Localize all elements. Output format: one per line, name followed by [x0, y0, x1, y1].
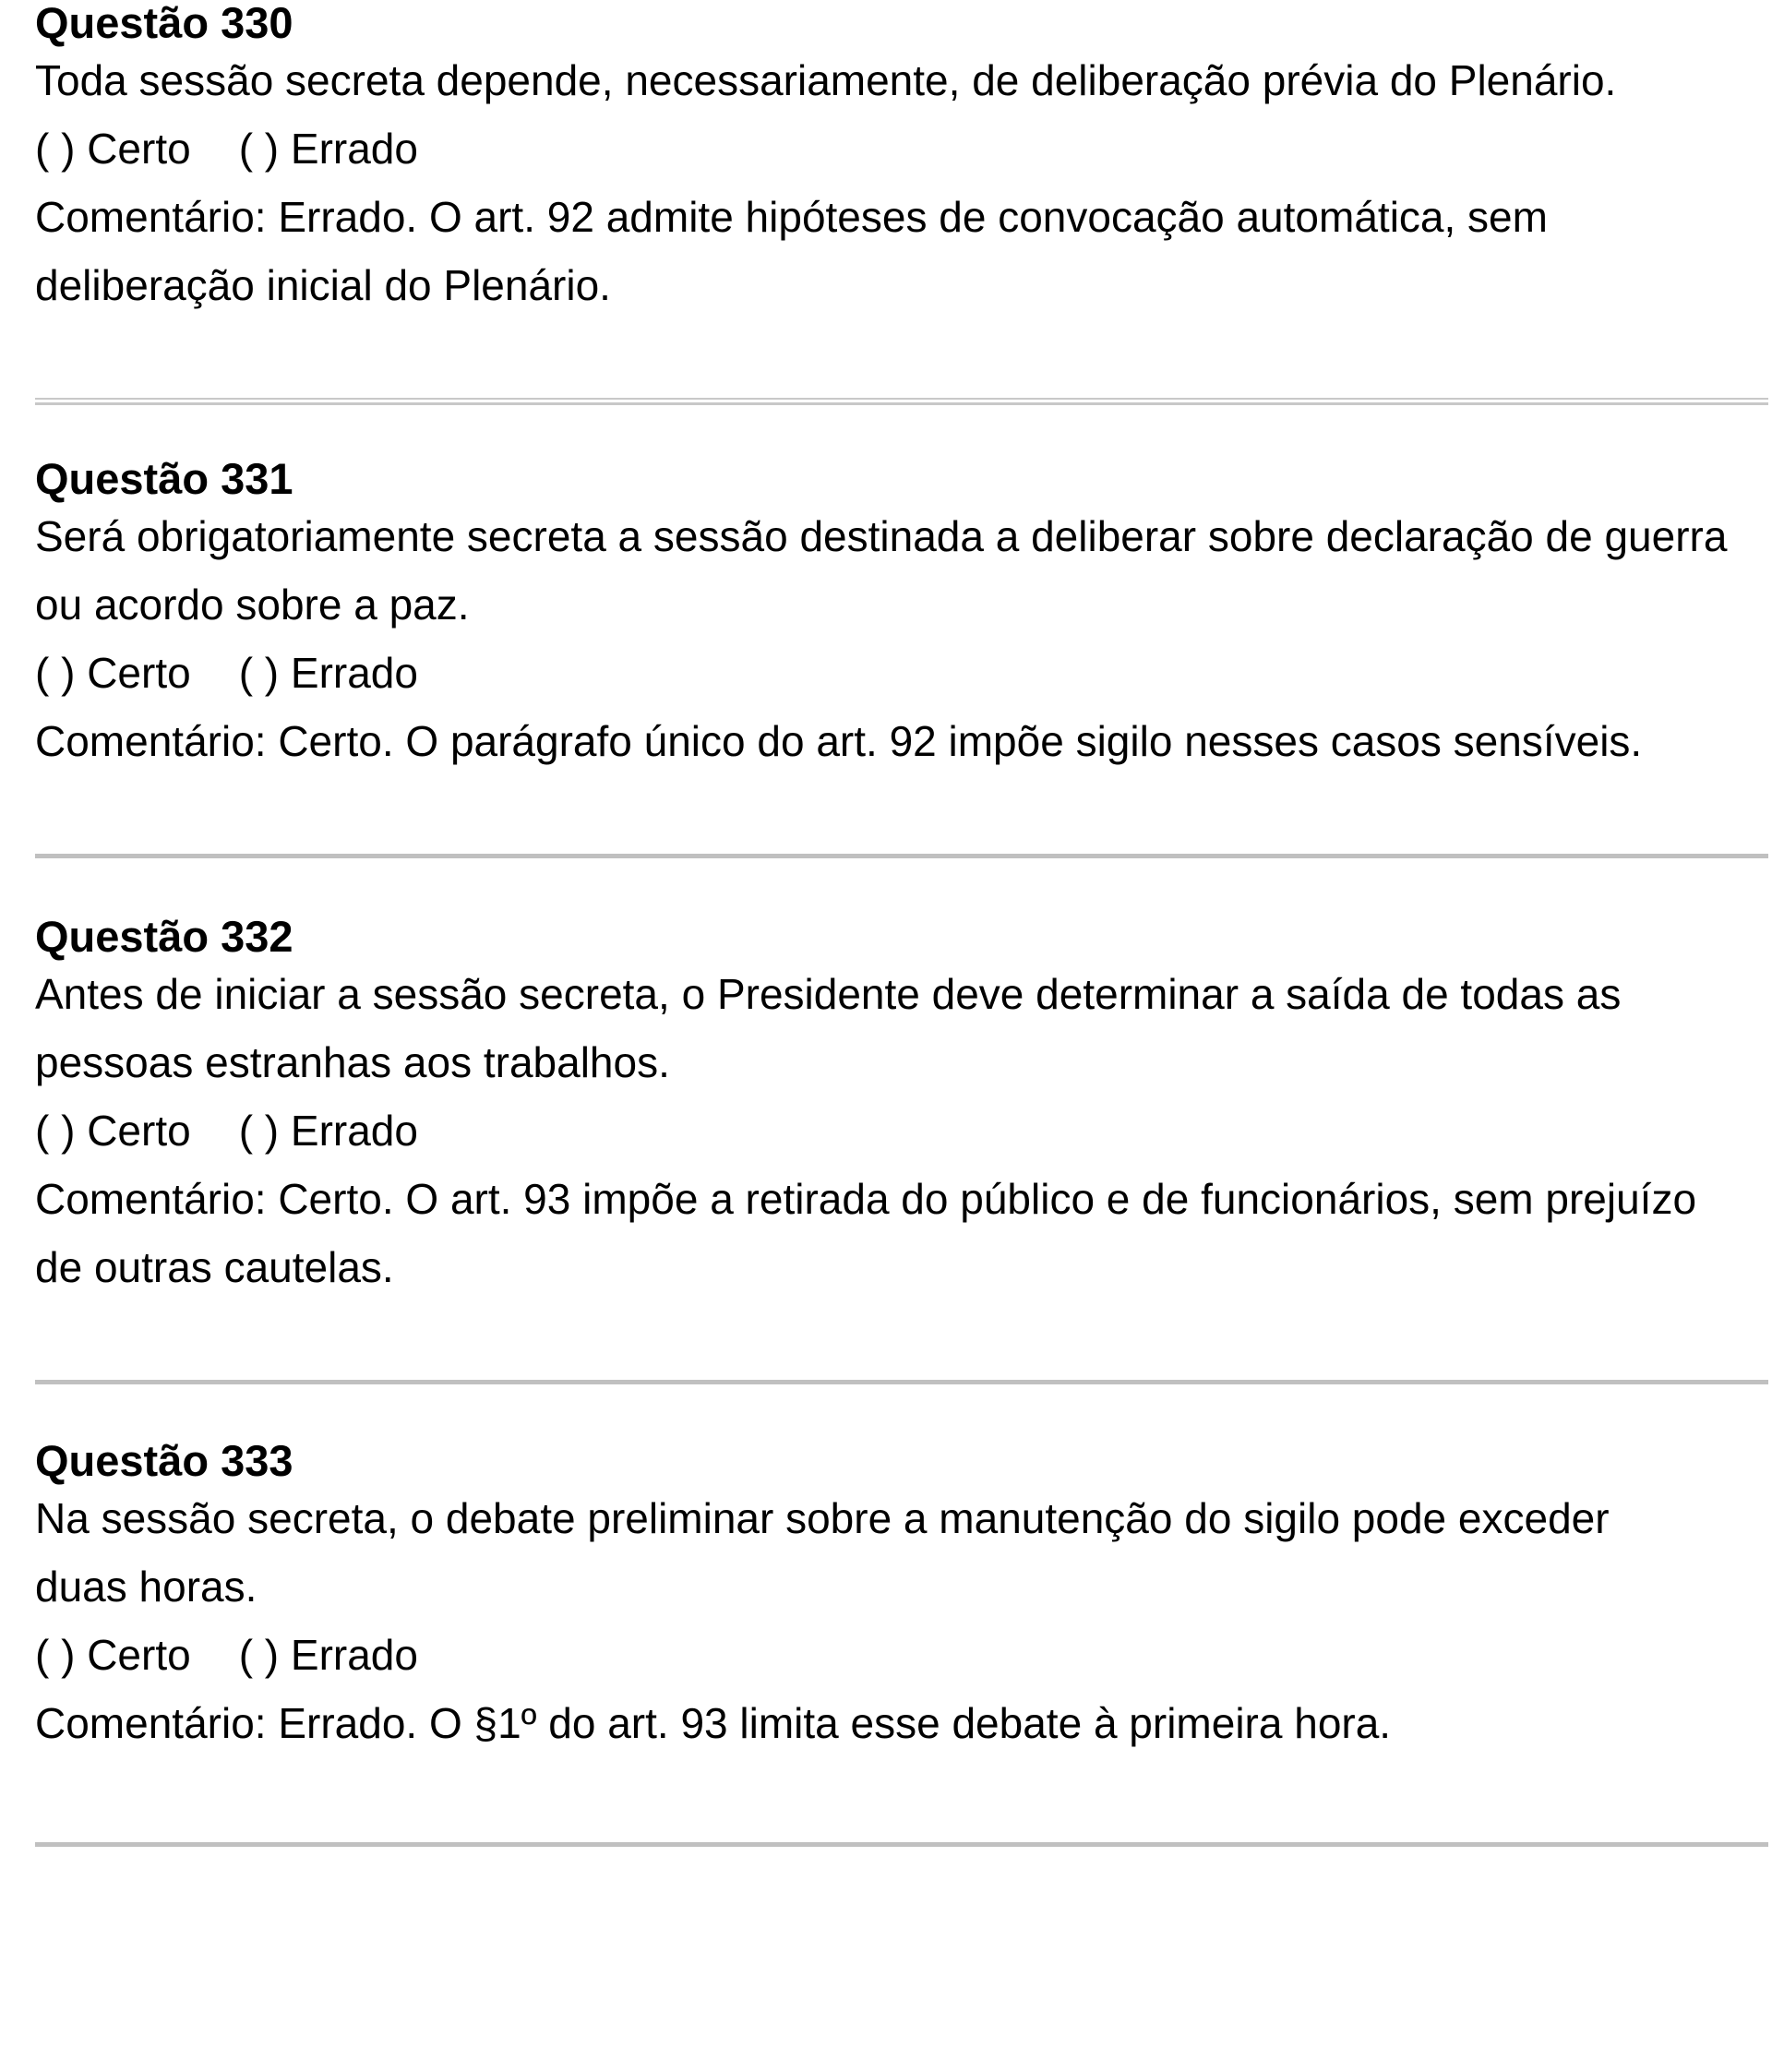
option-errado[interactable]: ( ) Errado [238, 649, 418, 697]
option-certo[interactable]: ( ) Certo [35, 125, 191, 173]
question-comment: Comentário: Errado. O art. 92 admite hipóteses de convocação automática, sem deliberação inicial do Plenário. [35, 193, 1548, 309]
question-title: Questão 330 [35, 0, 293, 47]
section-divider [35, 854, 1768, 858]
option-certo[interactable]: ( ) Certo [35, 1107, 191, 1155]
section-divider [35, 1842, 1768, 1847]
question-332 [35, 914, 1768, 1301]
question-comment: Comentário: Certo. O parágrafo único do art. 92 impõe sigilo nesses casos sensíveis. [35, 717, 1643, 765]
option-errado[interactable]: ( ) Errado [238, 1107, 418, 1155]
option-errado[interactable]: ( ) Errado [238, 125, 418, 173]
option-errado[interactable]: ( ) Errado [238, 1631, 418, 1679]
question-comment: Comentário: Certo. O art. 93 impõe a retirada do público e de funcionários, sem prejuízo de outras cautelas. [35, 1175, 1697, 1291]
section-divider [35, 398, 1768, 405]
question-statement: Na sessão secreta, o debate preliminar sobre a manutenção do sigilo pode exceder duas horas. [35, 1494, 1610, 1611]
question-list [35, 0, 1768, 1847]
question-title: Questão 332 [35, 912, 293, 961]
question-333 [35, 1438, 1768, 1757]
question-statement: Antes de iniciar a sessão secreta, o Presidente deve determinar a saída de todas as pessoas estranhas aos trabalhos. [35, 970, 1622, 1086]
option-certo[interactable]: ( ) Certo [35, 649, 191, 697]
answer-options [35, 1621, 1768, 1689]
option-certo[interactable]: ( ) Certo [35, 1631, 191, 1679]
answer-options [35, 639, 1768, 707]
question-331 [35, 456, 1768, 775]
answer-options [35, 114, 1768, 183]
question-330 [35, 0, 1768, 319]
question-comment: Comentário: Errado. O §1º do art. 93 limita esse debate à primeira hora. [35, 1699, 1392, 1747]
question-statement: Toda sessão secreta depende, necessariamente, de deliberação prévia do Plenário. [35, 56, 1617, 104]
answer-options [35, 1096, 1768, 1165]
question-title: Questão 331 [35, 454, 293, 503]
question-title: Questão 333 [35, 1436, 293, 1485]
question-statement: Será obrigatoriamente secreta a sessão destinada a deliberar sobre declaração de guerra ou acordo sobre a paz. [35, 512, 1728, 629]
section-divider [35, 1380, 1768, 1384]
